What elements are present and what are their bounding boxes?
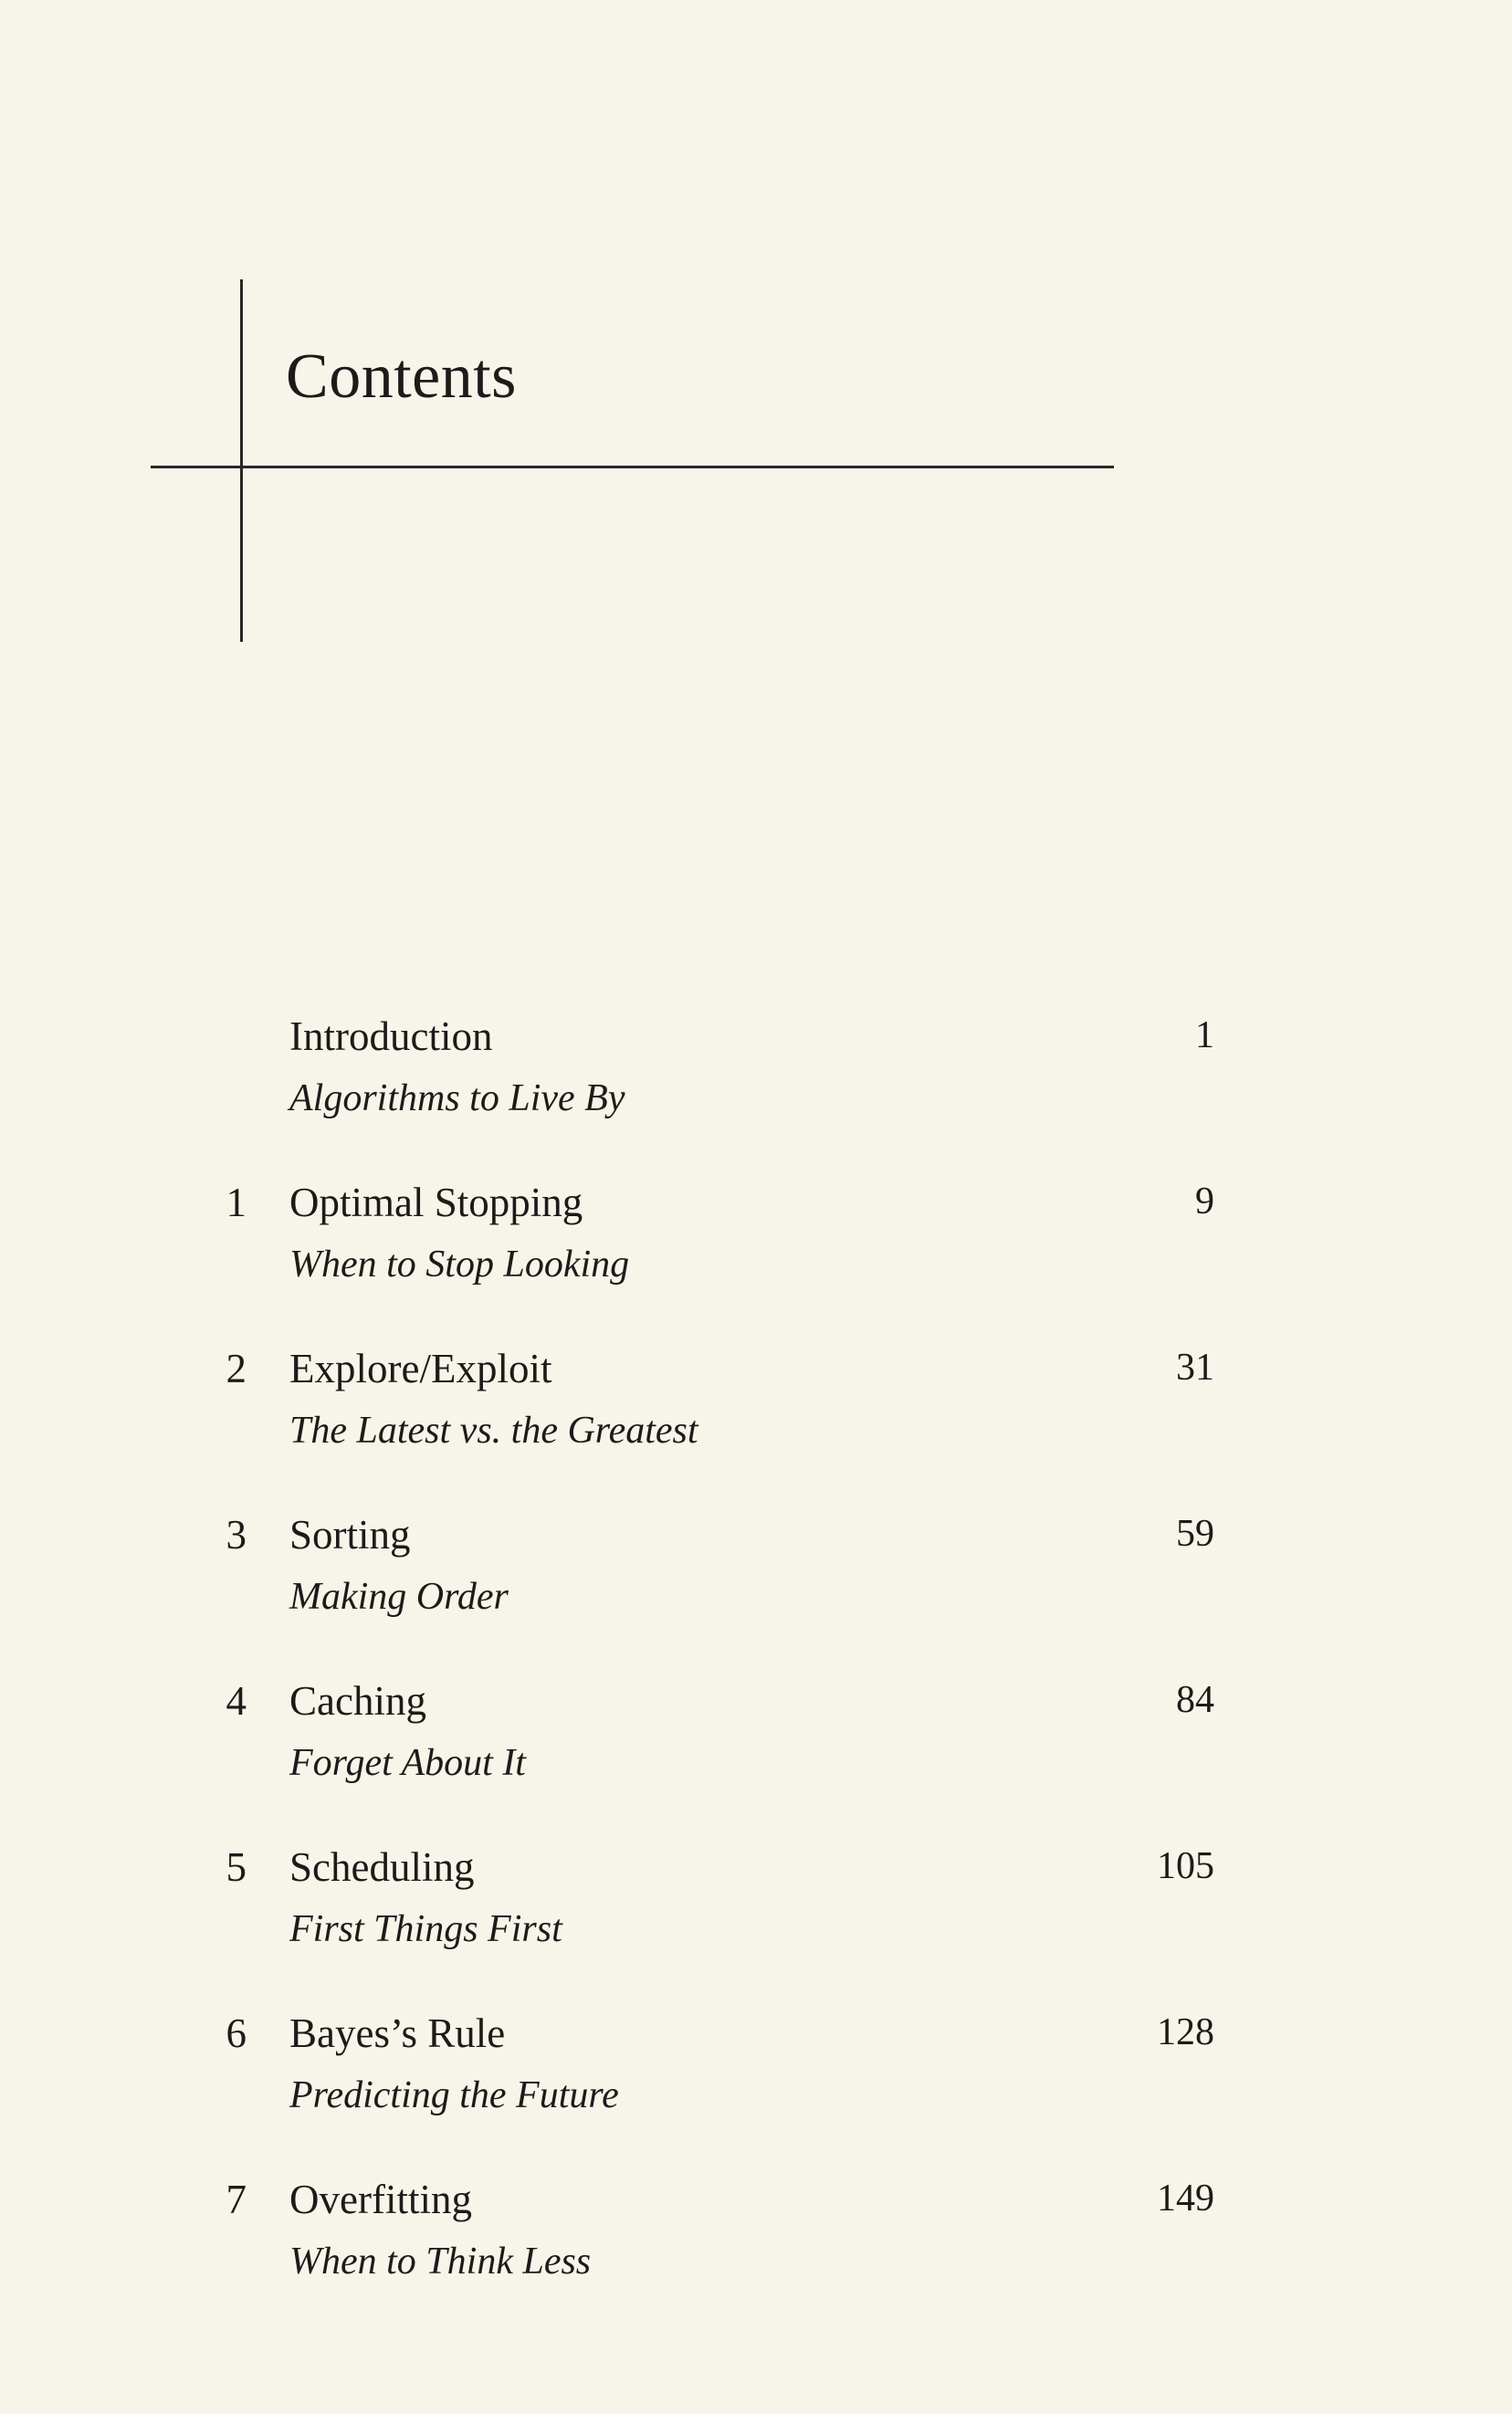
page-number: 1 (1195, 1014, 1214, 1056)
horizontal-rule (151, 466, 1114, 468)
toc-entry-explore-exploit (0, 1346, 1512, 1476)
page-number: 31 (1176, 1347, 1214, 1389)
contents-title: Contents (286, 341, 517, 412)
page-number: 84 (1176, 1679, 1214, 1721)
chapter-number: 4 (226, 1678, 247, 1724)
page-number: 59 (1176, 1513, 1214, 1555)
toc-entry-sorting (0, 1512, 1512, 1643)
page-number: 9 (1195, 1181, 1214, 1223)
chapter-subtitle: When to Stop Looking (289, 1244, 630, 1286)
chapter-title: Optimal Stopping (289, 1180, 583, 1225)
chapter-number: 3 (226, 1512, 247, 1558)
chapter-subtitle: Algorithms to Live By (289, 1077, 625, 1119)
vertical-rule (240, 279, 243, 642)
chapter-title: Introduction (289, 1013, 493, 1059)
toc-entry-introduction (0, 1013, 1512, 1144)
chapter-title: Sorting (289, 1512, 411, 1558)
chapter-subtitle: Predicting the Future (289, 2074, 619, 2116)
toc-entry-scheduling (0, 1844, 1512, 1975)
chapter-subtitle: When to Think Less (289, 2241, 592, 2283)
chapter-subtitle: Forget About It (289, 1742, 526, 1784)
chapter-number: 1 (226, 1180, 247, 1225)
chapter-number: 2 (226, 1346, 247, 1391)
toc-entry-bayes-rule (0, 2010, 1512, 2141)
chapter-number: 6 (226, 2010, 247, 2056)
page-number: 105 (1157, 1845, 1214, 1887)
page-number: 149 (1157, 2178, 1214, 2220)
chapter-subtitle: Making Order (289, 1576, 509, 1618)
chapter-number: 7 (226, 2177, 247, 2222)
chapter-subtitle: The Latest vs. the Greatest (289, 1410, 698, 1452)
toc-entry-caching (0, 1678, 1512, 1809)
chapter-title: Explore/Exploit (289, 1346, 552, 1391)
chapter-title: Caching (289, 1678, 426, 1724)
page-number: 128 (1157, 2011, 1214, 2053)
chapter-title: Overfitting (289, 2177, 472, 2222)
toc-entry-optimal-stopping (0, 1182, 1512, 1310)
chapter-title: Bayes’s Rule (289, 2010, 506, 2056)
chapter-number: 5 (226, 1844, 247, 1890)
chapter-subtitle: First Things First (289, 1908, 562, 1950)
chapter-title: Scheduling (289, 1844, 475, 1890)
toc-entry-overfitting (0, 2179, 1512, 2307)
